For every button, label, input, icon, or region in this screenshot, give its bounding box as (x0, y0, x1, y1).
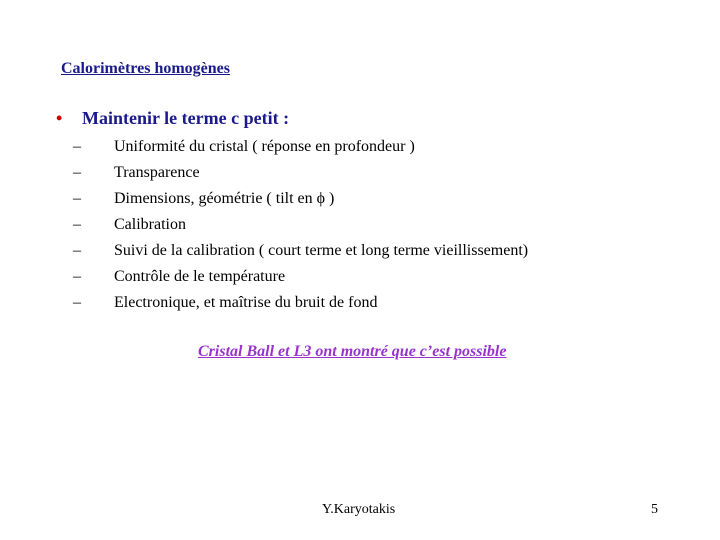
bullet-icon: • (56, 108, 63, 128)
sub-bullet-list (73, 134, 528, 316)
slide-title: Calorimètres homogènes (61, 60, 230, 77)
main-bullet (56, 108, 289, 129)
dash-icon: – (73, 138, 81, 155)
dash-icon: – (73, 216, 81, 233)
list-item-text: Dimensions, géométrie ( tilt en ϕ ) (114, 190, 335, 207)
list-item (73, 212, 528, 238)
list-item (73, 160, 528, 186)
list-item-text: Contrôle de le température (114, 268, 286, 285)
list-item-text: Calibration (114, 216, 186, 233)
list-item-text: Electronique, et maîtrise du bruit de fond (114, 294, 378, 311)
list-item-text: Transparence (114, 164, 200, 181)
list-item (73, 134, 528, 160)
footer-author: Y.Karyotakis (322, 502, 396, 517)
list-item-text: Uniformité du cristal ( réponse en profondeur ) (114, 138, 415, 155)
dash-icon: – (73, 294, 81, 311)
dash-icon: – (73, 190, 81, 207)
list-item (73, 186, 528, 212)
list-item (73, 264, 528, 290)
highlight-note: Cristal Ball et L3 ont montré que c’est possible (198, 343, 507, 360)
dash-icon: – (73, 164, 81, 181)
main-bullet-text: Maintenir le terme c petit : (82, 108, 290, 128)
list-item-text: Suivi de la calibration ( court terme et long terme vieillissement) (114, 242, 529, 259)
dash-icon: – (73, 242, 81, 259)
dash-icon: – (73, 268, 81, 285)
list-item (73, 238, 528, 264)
page-number: 5 (651, 502, 658, 517)
list-item (73, 290, 528, 316)
